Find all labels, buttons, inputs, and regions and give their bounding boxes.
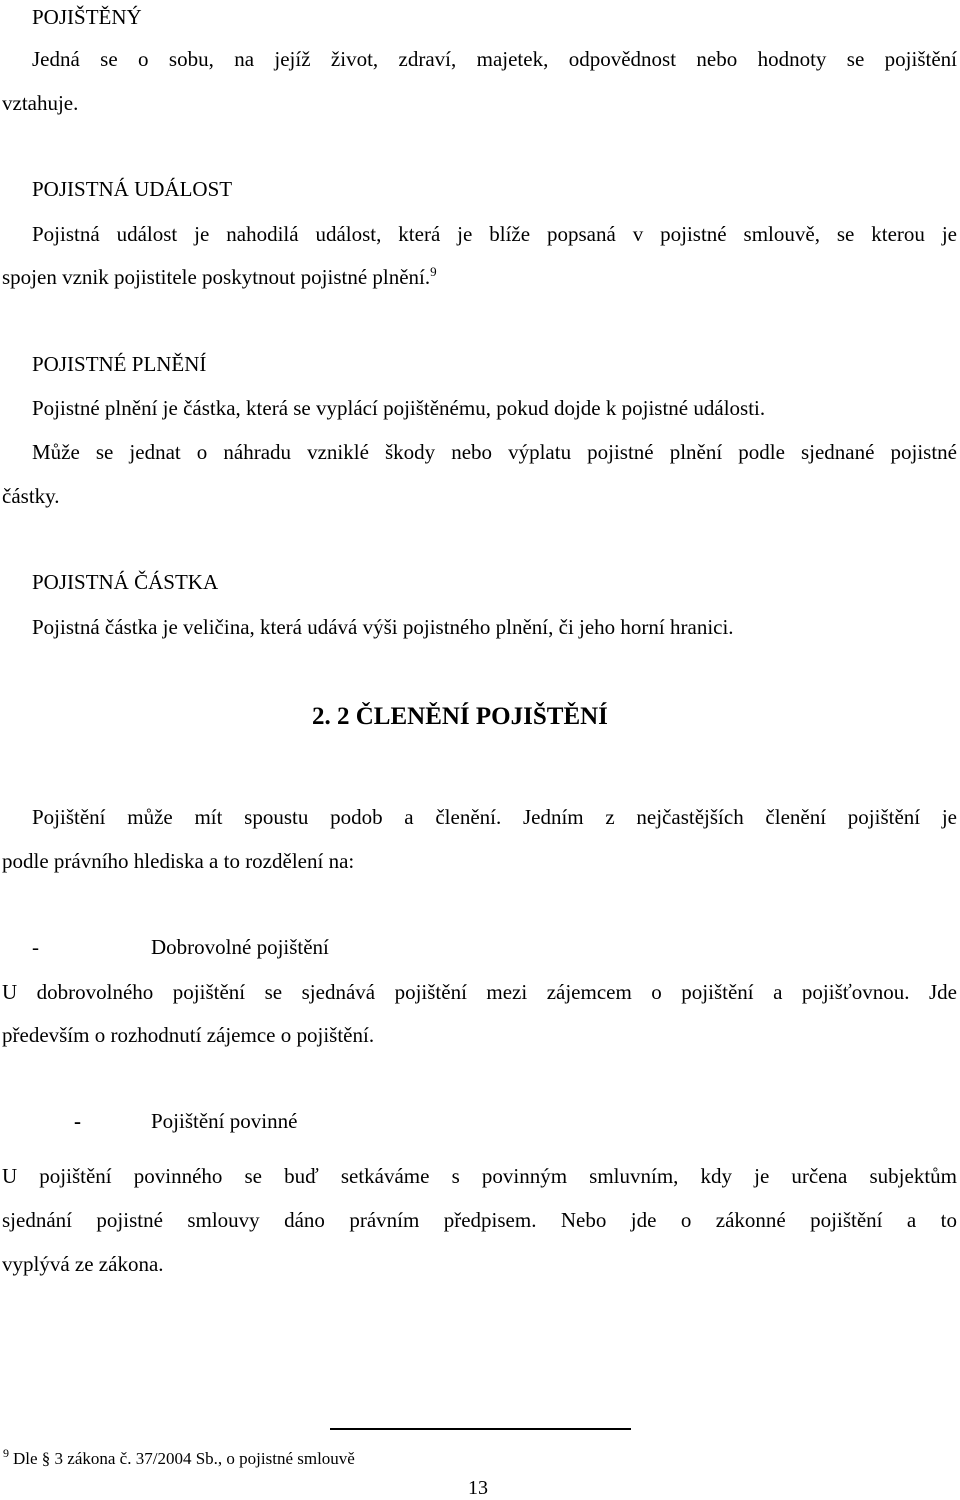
section-title-pojistna-castka: POJISTNÁ ČÁSTKA — [32, 570, 219, 594]
footnote-text: Dle § 3 zákona č. 37/2004 Sb., o pojistné smlouvě — [13, 1449, 355, 1468]
list-item-1-text-line-1: U dobrovolného pojištění se sjednává pojištění mezi zájemcem o pojištění a pojišťovnou. Jde — [2, 980, 957, 1004]
list-item-1-bullet: - — [32, 935, 39, 959]
list-item-1-text-line-2: především o rozhodnutí zájemce o pojištění. — [2, 1023, 375, 1047]
pojistne-plneni-text-line-2: Může se jednat o náhradu vzniklé škody nebo výplatu pojistné plnění podle sjednané pojistné — [32, 440, 957, 464]
list-item-2-title: Pojištění povinné — [151, 1109, 298, 1133]
list-item-2-bullet: - — [74, 1109, 81, 1133]
pojistna-udalost-text-line-1: Pojistná událost je nahodilá událost, která je blíže popsaná v pojistné smlouvě, se kterou je — [32, 222, 957, 246]
list-item-2-text-line-1: U pojištění povinného se buď setkáváme s povinným smluvním, kdy je určena subjektům — [2, 1164, 957, 1188]
footnote — [3, 1448, 355, 1470]
pojisteny-text-line-1: Jedná se o sobu, na jejíž život, zdraví, majetek, odpovědnost nebo hodnoty se pojištění — [32, 47, 957, 71]
footnote-number: 9 — [3, 1446, 9, 1461]
list-item-2-text-line-2: sjednání pojistné smlouvy dáno právním předpisem. Nebo jde o zákonné pojištění a to — [2, 1208, 957, 1232]
page-number: 13 — [468, 1477, 488, 1499]
list-item-2-text-line-3: vyplývá ze zákona. — [2, 1252, 164, 1276]
chapter-heading: 2. 2 ČLENĚNÍ POJIŠTĚNÍ — [312, 703, 608, 730]
list-item-1-title: Dobrovolné pojištění — [151, 935, 329, 959]
pojistne-plneni-text-line-3: částky. — [2, 484, 60, 508]
pojistne-plneni-text-line-1: Pojistné plnění je částka, která se vyplácí pojištěnému, pokud dojde k pojistné události. — [32, 396, 766, 420]
section-title-pojistne-plneni: POJISTNÉ PLNĚNÍ — [32, 352, 207, 376]
pojistna-castka-text-line-1: Pojistná částka je veličina, která udává výši pojistného plnění, či jeho horní hranici. — [32, 615, 734, 639]
chapter-intro-line-1: Pojištění může mít spoustu podob a členění. Jedním z nejčastějších členění pojištění je — [32, 805, 957, 829]
pojistna-udalost-text-line-2 — [2, 264, 437, 290]
pojistna-udalost-line-2-text: spojen vznik pojistitele poskytnout pojistné plnění. — [2, 265, 431, 289]
footnote-reference: 9 — [430, 264, 437, 279]
footnote-separator — [330, 1428, 631, 1430]
section-title-pojisteny: POJIŠTĚNÝ — [32, 5, 142, 29]
chapter-intro-line-2: podle právního hlediska a to rozdělení na: — [2, 849, 355, 873]
pojisteny-text-line-2: vztahuje. — [2, 91, 79, 115]
section-title-pojistna-udalost: POJISTNÁ UDÁLOST — [32, 177, 233, 201]
